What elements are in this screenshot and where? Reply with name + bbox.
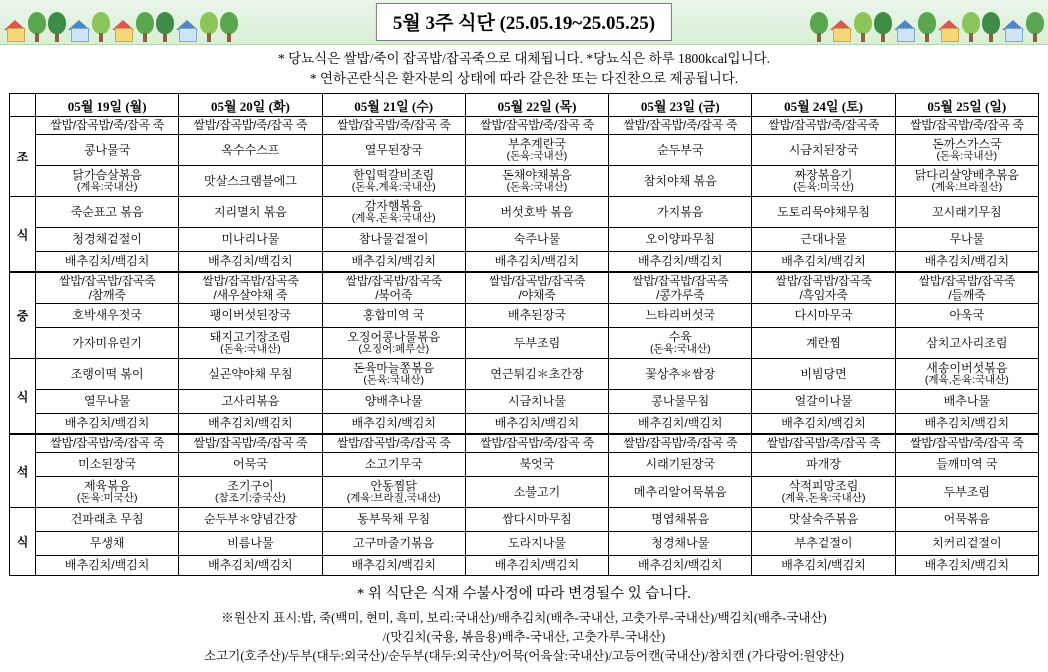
menu-item-cell: 소고기무국 — [322, 453, 465, 477]
menu-item-cell: 홍합미역 국 — [322, 304, 465, 328]
header-decoration-left — [4, 0, 238, 44]
table-row — [10, 414, 1039, 435]
rice-cell: 쌀밥/잡곡밥/잡곡죽 /야채죽 — [465, 272, 608, 304]
menu-item-cell: 어묵볶음 — [895, 508, 1038, 532]
menu-item-cell: 양배추나물 — [322, 390, 465, 414]
menu-item-cell: 감자햄볶음 (계육,돈육:국내산) — [322, 197, 465, 228]
menu-item-cell: 부추계란국 (돈육:국내산) — [465, 135, 608, 166]
menu-item-cell: 도라지나물 — [465, 532, 608, 556]
meal-lane-label: 식 — [10, 359, 36, 435]
table-row — [10, 434, 1039, 453]
table-row — [10, 453, 1039, 477]
menu-item-cell: 지리멸치 볶음 — [179, 197, 322, 228]
rice-cell: 쌀밥/잡곡밥/죽/잡곡 죽 — [179, 117, 322, 135]
origin-line-1: ※원산지 표시:밥, 죽(백미, 현미, 흑미, 보리:국내산)/배추김치(배추-국내산, 고춧가루-국내산)/백김치(배추-국내산) — [221, 611, 827, 626]
menu-item-cell: 도토리묵야채무침 — [752, 197, 895, 228]
page-header — [0, 0, 1048, 45]
menu-item-cell: 동부묵채 무침 — [322, 508, 465, 532]
day-header-1: 05월 20일 (화) — [179, 94, 322, 117]
corner-cell — [10, 94, 36, 117]
menu-item-cell: 느타리버섯국 — [609, 304, 752, 328]
origin-line-3: 소고기(호주산)/두부(대두:외국산)/순두부(대두:외국산)/어묵(어육살:국내산)/고등어캔(국내산)/참치캔 (가다랑어:원양산) — [204, 648, 844, 663]
table-header-row — [10, 94, 1039, 117]
rice-cell: 쌀밥/잡곡밥/죽/잡곡 죽 — [179, 434, 322, 453]
tree-icon — [962, 12, 980, 42]
tree-icon — [810, 12, 828, 42]
menu-item-cell: 순두부＊양념간장 — [179, 508, 322, 532]
menu-item-cell: 닭다리살양배추볶음 (계육:브라질산) — [895, 166, 1038, 197]
header-decoration-right — [810, 0, 1044, 44]
table-row — [10, 135, 1039, 166]
meal-lane-label: 중 — [10, 272, 36, 359]
kimchi-cell: 배추김치/백김치 — [752, 252, 895, 273]
kimchi-cell: 배추김치/백김치 — [895, 556, 1038, 576]
day-header-2: 05월 21일 (수) — [322, 94, 465, 117]
menu-item-cell: 가자미유린기 — [36, 328, 179, 359]
day-header-5: 05월 24일 (토) — [752, 94, 895, 117]
menu-item-cell: 파개장 — [752, 453, 895, 477]
page-footer — [0, 582, 1048, 665]
menu-item-cell: 꽃상추＊쌈장 — [609, 359, 752, 390]
rice-cell: 쌀밥/잡곡밥/죽/잡곡 죽 — [609, 117, 752, 135]
house-icon — [894, 20, 916, 42]
menu-item-cell: 콩나물국 — [36, 135, 179, 166]
menu-item-cell: 꼬시래기무침 — [895, 197, 1038, 228]
note-line-2: * 연하곤란식은 환자분의 상태에 따라 갈은찬 또는 다진찬으로 제공됩니다. — [309, 70, 739, 86]
rice-cell: 쌀밥/잡곡밥/죽/잡곡 죽 — [752, 434, 895, 453]
menu-item-cell: 콩나물무침 — [609, 390, 752, 414]
tree-icon — [982, 12, 1000, 42]
table-row — [10, 556, 1039, 576]
tree-icon — [220, 12, 238, 42]
table-row — [10, 117, 1039, 135]
menu-item-cell: 배추나물 — [895, 390, 1038, 414]
rice-cell: 쌀밥/잡곡밥/잡곡죽 /새우살야채 죽 — [179, 272, 322, 304]
table-row — [10, 228, 1039, 252]
menu-item-cell: 돼지고기장조림 (돈육:국내산) — [179, 328, 322, 359]
menu-item-cell: 가지볶음 — [609, 197, 752, 228]
tree-icon — [28, 12, 46, 42]
kimchi-cell: 배추김치/백김치 — [179, 252, 322, 273]
meal-lane-label: 식 — [10, 508, 36, 576]
menu-item-cell: 열무나물 — [36, 390, 179, 414]
house-icon — [1002, 20, 1024, 42]
kimchi-cell: 배추김치/백김치 — [179, 556, 322, 576]
rice-cell: 쌀밥/잡곡밥/죽/잡곡 죽 — [36, 117, 179, 135]
tree-icon — [854, 12, 872, 42]
rice-cell: 쌀밥/잡곡밥/잡곡죽 /들깨죽 — [895, 272, 1038, 304]
menu-item-cell: 맛살스크램블에그 — [179, 166, 322, 197]
menu-item-cell: 한입떡갈비조림 (돈육,계육:국내산) — [322, 166, 465, 197]
kimchi-cell: 배추김치/백김치 — [465, 556, 608, 576]
menu-item-cell: 두부조림 — [465, 328, 608, 359]
footer-notice: * 위 식단은 식재 수불사정에 따라 변경될수 있 습니다. — [356, 586, 692, 603]
rice-cell: 쌀밥/잡곡밥/죽/잡곡 죽 — [465, 117, 608, 135]
rice-cell: 쌀밥/잡곡밥/죽/잡곡 죽 — [36, 434, 179, 453]
page-title: 5월 3주 식단 (25.05.19~25.05.25) — [376, 3, 672, 41]
kimchi-cell: 배추김치/백김치 — [322, 414, 465, 435]
menu-item-cell: 건파래초 무침 — [36, 508, 179, 532]
kimchi-cell: 배추김치/백김치 — [752, 556, 895, 576]
tree-icon — [200, 12, 218, 42]
tree-icon — [918, 12, 936, 42]
menu-item-cell: 연근튀김＊초간장 — [465, 359, 608, 390]
tree-icon — [136, 12, 154, 42]
menu-item-cell: 오징어콩나물볶음 (오징어:페루산) — [322, 328, 465, 359]
menu-item-cell: 제육볶음 (돈육:미국산) — [36, 477, 179, 508]
meal-lane-label: 조 — [10, 117, 36, 197]
menu-item-cell: 치커리겉절이 — [895, 532, 1038, 556]
menu-item-cell: 미소된장국 — [36, 453, 179, 477]
menu-item-cell: 참치야채 볶음 — [609, 166, 752, 197]
menu-item-cell: 오이양파무침 — [609, 228, 752, 252]
menu-item-cell: 메추리알어묵볶음 — [609, 477, 752, 508]
kimchi-cell: 배추김치/백김치 — [609, 414, 752, 435]
menu-item-cell: 얼갈이나물 — [752, 390, 895, 414]
menu-item-cell: 무생채 — [36, 532, 179, 556]
menu-item-cell: 시래기된장국 — [609, 453, 752, 477]
day-header-3: 05월 22일 (목) — [465, 94, 608, 117]
menu-item-cell: 고구마줄기볶음 — [322, 532, 465, 556]
meal-lane-label: 석 — [10, 434, 36, 508]
note-line-1: * 당뇨식은 쌀밥/죽이 잡곡밥/잡곡죽으로 대체됩니다. *당뇨식은 하루 1800kcal입니다. — [277, 51, 771, 66]
rice-cell: 쌀밥/잡곡밥/잡곡죽 /참깨죽 — [36, 272, 179, 304]
menu-item-cell: 수육 (돈육:국내산) — [609, 328, 752, 359]
menu-item-cell: 명엽채볶음 — [609, 508, 752, 532]
house-icon — [830, 20, 852, 42]
rice-cell: 쌀밥/잡곡밥/죽/잡곡죽 — [752, 117, 895, 135]
rice-cell: 쌀밥/잡곡밥/잡곡죽 /흑임자죽 — [752, 272, 895, 304]
meal-lane-label: 식 — [10, 197, 36, 273]
tree-icon — [874, 12, 892, 42]
menu-item-cell: 버섯호박 볶음 — [465, 197, 608, 228]
house-icon — [112, 20, 134, 42]
kimchi-cell: 배추김치/백김치 — [322, 556, 465, 576]
rice-cell: 쌀밥/잡곡밥/잡곡죽 /북어죽 — [322, 272, 465, 304]
menu-item-cell: 새송이버섯볶음 (계육,돈육:국내산) — [895, 359, 1038, 390]
table-row — [10, 359, 1039, 390]
menu-item-cell: 열무된장국 — [322, 135, 465, 166]
menu-item-cell: 고사리볶음 — [179, 390, 322, 414]
table-row — [10, 166, 1039, 197]
menu-item-cell: 들깨미역 국 — [895, 453, 1038, 477]
rice-cell: 쌀밥/잡곡밥/죽/잡곡 죽 — [895, 117, 1038, 135]
kimchi-cell: 배추김치/백김치 — [36, 414, 179, 435]
menu-item-cell: 계란찜 — [752, 328, 895, 359]
menu-item-cell: 어묵국 — [179, 453, 322, 477]
menu-item-cell: 아욱국 — [895, 304, 1038, 328]
menu-item-cell: 무나물 — [895, 228, 1038, 252]
rice-cell: 쌀밥/잡곡밥/죽/잡곡 죽 — [895, 434, 1038, 453]
house-icon — [4, 20, 26, 42]
menu-item-cell: 참나물겉절이 — [322, 228, 465, 252]
menu-item-cell: 소불고기 — [465, 477, 608, 508]
tree-icon — [156, 12, 174, 42]
menu-item-cell: 삭적피망조림 (계육,돈육:국내산) — [752, 477, 895, 508]
kimchi-cell: 배추김치/백김치 — [465, 252, 608, 273]
kimchi-cell: 배추김치/백김치 — [609, 252, 752, 273]
menu-item-cell: 부추겉절이 — [752, 532, 895, 556]
day-header-4: 05월 23일 (금) — [609, 94, 752, 117]
menu-item-cell: 쌈다시마무침 — [465, 508, 608, 532]
menu-item-cell: 숙주나물 — [465, 228, 608, 252]
tree-icon — [92, 12, 110, 42]
rice-cell: 쌀밥/잡곡밥/죽/잡곡 죽 — [465, 434, 608, 453]
menu-item-cell: 돈육마늘쫑볶음 (돈육:국내산) — [322, 359, 465, 390]
menu-item-cell: 비름나물 — [179, 532, 322, 556]
tree-icon — [1026, 12, 1044, 42]
kimchi-cell: 배추김치/백김치 — [895, 252, 1038, 273]
menu-item-cell: 죽순표고 볶음 — [36, 197, 179, 228]
table-row — [10, 272, 1039, 304]
table-row — [10, 304, 1039, 328]
table-row — [10, 390, 1039, 414]
menu-item-cell: 옥수수스프 — [179, 135, 322, 166]
menu-item-cell: 돈까스가스국 (돈육:국내산) — [895, 135, 1038, 166]
menu-item-cell: 시금치나물 — [465, 390, 608, 414]
menu-item-cell: 청경채나물 — [609, 532, 752, 556]
menu-item-cell: 근대나물 — [752, 228, 895, 252]
menu-item-cell: 짜장볶음기 (돈육:미국산) — [752, 166, 895, 197]
menu-item-cell: 순두부국 — [609, 135, 752, 166]
menu-item-cell: 돈채야채볶음 (돈육:국내산) — [465, 166, 608, 197]
kimchi-cell: 배추김치/백김치 — [36, 556, 179, 576]
menu-item-cell: 닭가슴살볶음 (계육:국내산) — [36, 166, 179, 197]
table-body — [10, 117, 1039, 576]
kimchi-cell: 배추김치/백김치 — [36, 252, 179, 273]
house-icon — [68, 20, 90, 42]
menu-item-cell: 안동찜닭 (계육:브라질,국내산) — [322, 477, 465, 508]
table-row — [10, 197, 1039, 228]
kimchi-cell: 배추김치/백김치 — [465, 414, 608, 435]
kimchi-cell: 배추김치/백김치 — [752, 414, 895, 435]
menu-item-cell: 호박새우젓국 — [36, 304, 179, 328]
menu-item-cell: 청경채겉절이 — [36, 228, 179, 252]
day-header-6: 05월 25일 (일) — [895, 94, 1038, 117]
rice-cell: 쌀밥/잡곡밥/죽/잡곡 죽 — [609, 434, 752, 453]
menu-item-cell: 시금치된장국 — [752, 135, 895, 166]
kimchi-cell: 배추김치/백김치 — [609, 556, 752, 576]
house-icon — [176, 20, 198, 42]
kimchi-cell: 배추김치/백김치 — [322, 252, 465, 273]
menu-item-cell: 두부조림 — [895, 477, 1038, 508]
rice-cell: 쌀밥/잡곡밥/죽/잡곡 죽 — [322, 117, 465, 135]
kimchi-cell: 배추김치/백김치 — [895, 414, 1038, 435]
table-row — [10, 532, 1039, 556]
rice-cell: 쌀밥/잡곡밥/죽/잡곡 죽 — [322, 434, 465, 453]
origin-line-2: /(맛김치(국용, 볶음용)배추-국내산, 고춧가루-국내산) — [382, 629, 666, 644]
rice-cell: 쌀밥/잡곡밥/잡곡죽 /콩가루죽 — [609, 272, 752, 304]
weekly-menu-table — [9, 93, 1039, 576]
menu-item-cell: 삼치고사리조림 — [895, 328, 1038, 359]
menu-item-cell: 비빔당면 — [752, 359, 895, 390]
house-icon — [938, 20, 960, 42]
menu-item-cell: 배추된장국 — [465, 304, 608, 328]
day-header-0: 05월 19일 (월) — [36, 94, 179, 117]
menu-item-cell: 팽이버섯된장국 — [179, 304, 322, 328]
table-row — [10, 508, 1039, 532]
menu-item-cell: 조기구이 (참조기:중국산) — [179, 477, 322, 508]
menu-item-cell: 실곤약야채 무침 — [179, 359, 322, 390]
kimchi-cell: 배추김치/백김치 — [179, 414, 322, 435]
table-row — [10, 477, 1039, 508]
diet-notes — [0, 45, 1048, 91]
menu-item-cell: 조랭이떡 볶이 — [36, 359, 179, 390]
tree-icon — [48, 12, 66, 42]
table-row — [10, 328, 1039, 359]
menu-item-cell: 미나리나물 — [179, 228, 322, 252]
menu-item-cell: 맛살숙주볶음 — [752, 508, 895, 532]
menu-item-cell: 다시마무국 — [752, 304, 895, 328]
table-row — [10, 252, 1039, 273]
menu-item-cell: 북엇국 — [465, 453, 608, 477]
